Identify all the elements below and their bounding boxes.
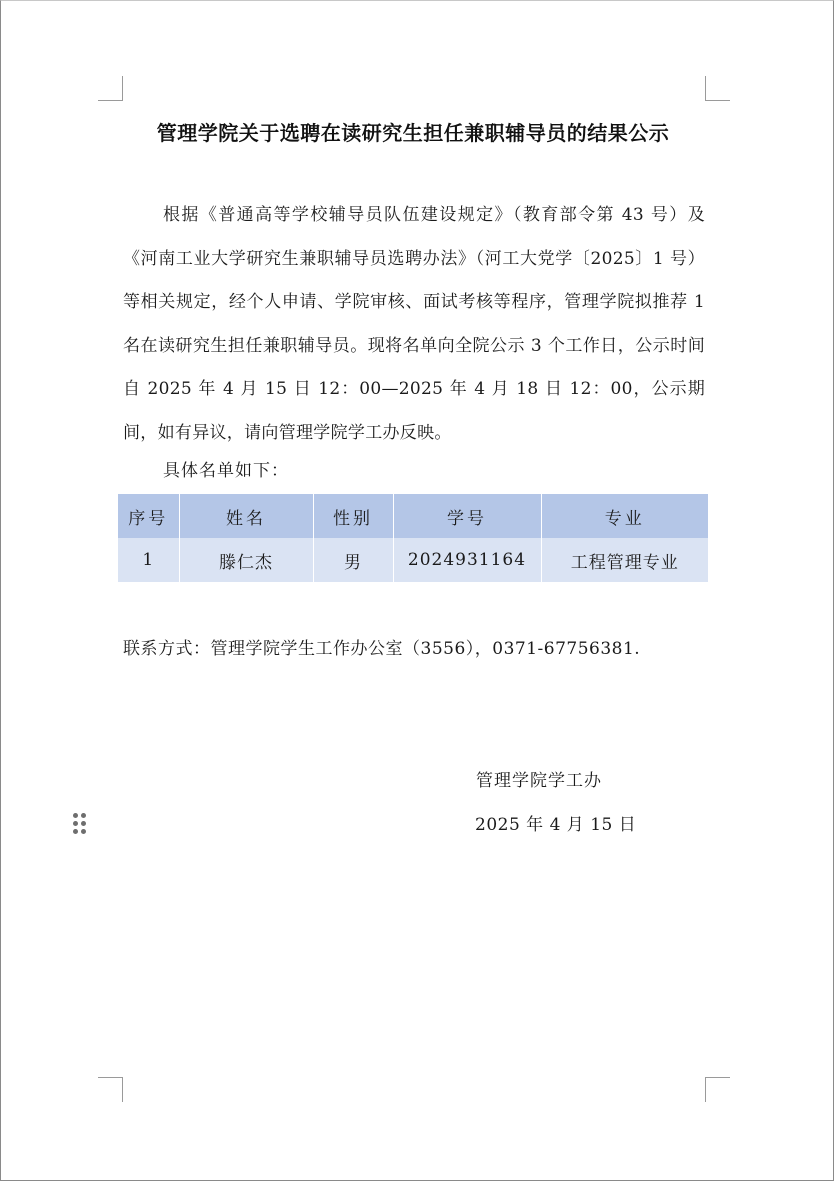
signature-org: 管理学院学工办	[476, 771, 602, 791]
body-paragraph: 根据《普通高等学校辅导员队伍建设规定》（教育部令第 43 号）及《河南工业大学研究生兼职辅导员选聘办法》（河工大党学〔2025〕1 号）等相关规定，经个人申请、学院审核、面试考核等程序，管理学院拟推荐 1 名在读研究生担任兼职辅导员。现将名单向全院公示 3 个工作日，公示时间自 2025 年 4 月 15 日 12：00—2025 年 4 月 18 日 12：00，公示期间，如有异议，请向管理学院学工办反映。	[123, 205, 705, 443]
margin-corner-mark-top-right	[705, 76, 730, 101]
table-row	[118, 538, 708, 582]
header-index: 序号	[118, 494, 179, 538]
contact-info: 联系方式：管理学院学生工作办公室（3556），0371-67756381.	[123, 639, 641, 659]
cell-major: 工程管理专业	[570, 552, 679, 573]
candidate-table	[118, 494, 708, 582]
cell-name: 滕仁杰	[179, 538, 313, 582]
margin-corner-mark-bottom-right	[705, 1077, 730, 1102]
cell-index: 1	[118, 538, 179, 582]
cell-gender: 男	[313, 538, 393, 582]
drag-handle-icon[interactable]	[73, 813, 87, 835]
signature-date: 2025 年 4 月 15 日	[475, 815, 637, 835]
document-title: 管理学院关于选聘在读研究生担任兼职辅导员的结果公示	[156, 121, 670, 145]
header-name: 姓名	[179, 494, 313, 538]
table-header-row	[118, 494, 708, 538]
margin-corner-mark-bottom-left	[98, 1077, 123, 1102]
header-student-id: 学号	[393, 494, 541, 538]
header-gender: 性别	[313, 494, 393, 538]
cell-student-id: 2024931164	[393, 538, 541, 582]
header-major: 专业	[604, 508, 645, 529]
list-intro: 具体名单如下：	[163, 461, 289, 481]
margin-corner-mark-top-left	[98, 76, 123, 101]
